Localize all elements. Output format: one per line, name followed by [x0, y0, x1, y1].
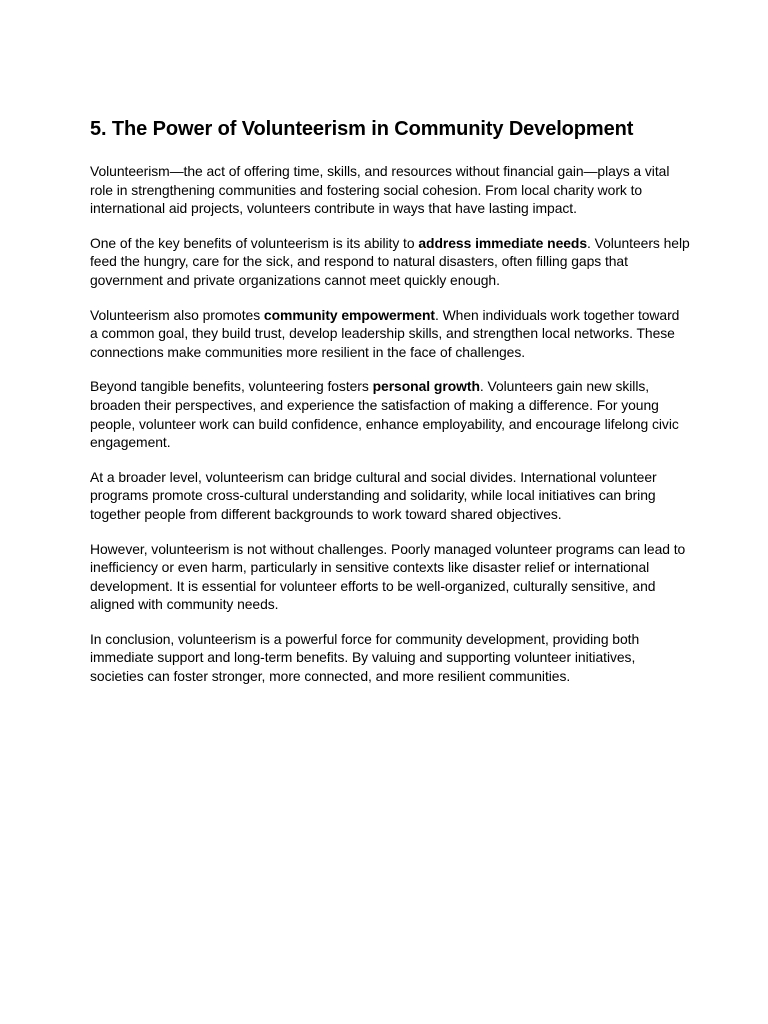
- paragraph-text: One of the key benefits of volunteerism is its ability to: [90, 234, 419, 251]
- paragraph-text: Beyond tangible benefits, volunteering fosters: [90, 378, 373, 395]
- paragraph-text: In conclusion, volunteerism is a powerful force for community development, providing both immediate support and long-term benefits. By valuing and supporting volunteer initiatives, societies can foster stronger, more connected, and more resilient communities.: [90, 630, 640, 685]
- paragraph-text: At a broader level, volunteerism can bridge cultural and social divides. International volunteer programs promote cross-cultural understanding and solidarity, while local initiatives can bring together people from different backgrounds to work toward shared objectives.: [90, 468, 657, 522]
- paragraph-text: Volunteerism—the act of offering time, skills, and resources without financial gain—plays a vital role in strengthening communities and fostering social cohesion. From local charity work to international aid projects, volunteers contribute in ways that have lasting impact.: [90, 163, 670, 217]
- paragraph-text: Volunteerism also promotes: [90, 306, 264, 323]
- document-title: 5. The Power of Volunteerism in Community Development: [90, 118, 634, 140]
- paragraph-intro: [90, 162, 690, 218]
- paragraph-empowerment: [90, 306, 690, 362]
- document-body: [90, 116, 690, 702]
- paragraph-emphasis: address immediate needs: [418, 234, 588, 251]
- paragraph-text: . Volunteers help feed the hungry, care for the sick, and respond to natural disasters, often filling gaps that government and private organizations cannot meet quickly enough.: [90, 234, 690, 288]
- paragraph-text: However, volunteerism is not without challenges. Poorly managed volunteer programs can lead to inefficiency or even harm, particularly in sensitive contexts like disaster relief or international development. It is essential for volunteer efforts to be well-organized, culturally sensitive, and aligned with community needs.: [90, 540, 686, 613]
- paragraph-conclusion: [90, 630, 690, 686]
- paragraph-cultural-divides: [90, 468, 690, 524]
- paragraph-emphasis: community empowerment: [263, 306, 435, 323]
- paragraph-text: . Volunteers gain new skills, broaden their perspectives, and experience the satisfaction of making a difference. For young people, volunteer work can build confidence, enhance employability, and encourage lifelong civic engagement.: [90, 378, 679, 451]
- paragraph-immediate-needs: [90, 234, 690, 290]
- paragraph-emphasis: personal growth: [372, 378, 480, 395]
- paragraph-personal-growth: [90, 377, 690, 451]
- paragraph-text: . When individuals work together toward a common goal, they build trust, develop leadership skills, and strengthen local networks. These connections make communities more resilient in the face of challenges.: [90, 306, 680, 360]
- paragraph-challenges: [90, 540, 690, 614]
